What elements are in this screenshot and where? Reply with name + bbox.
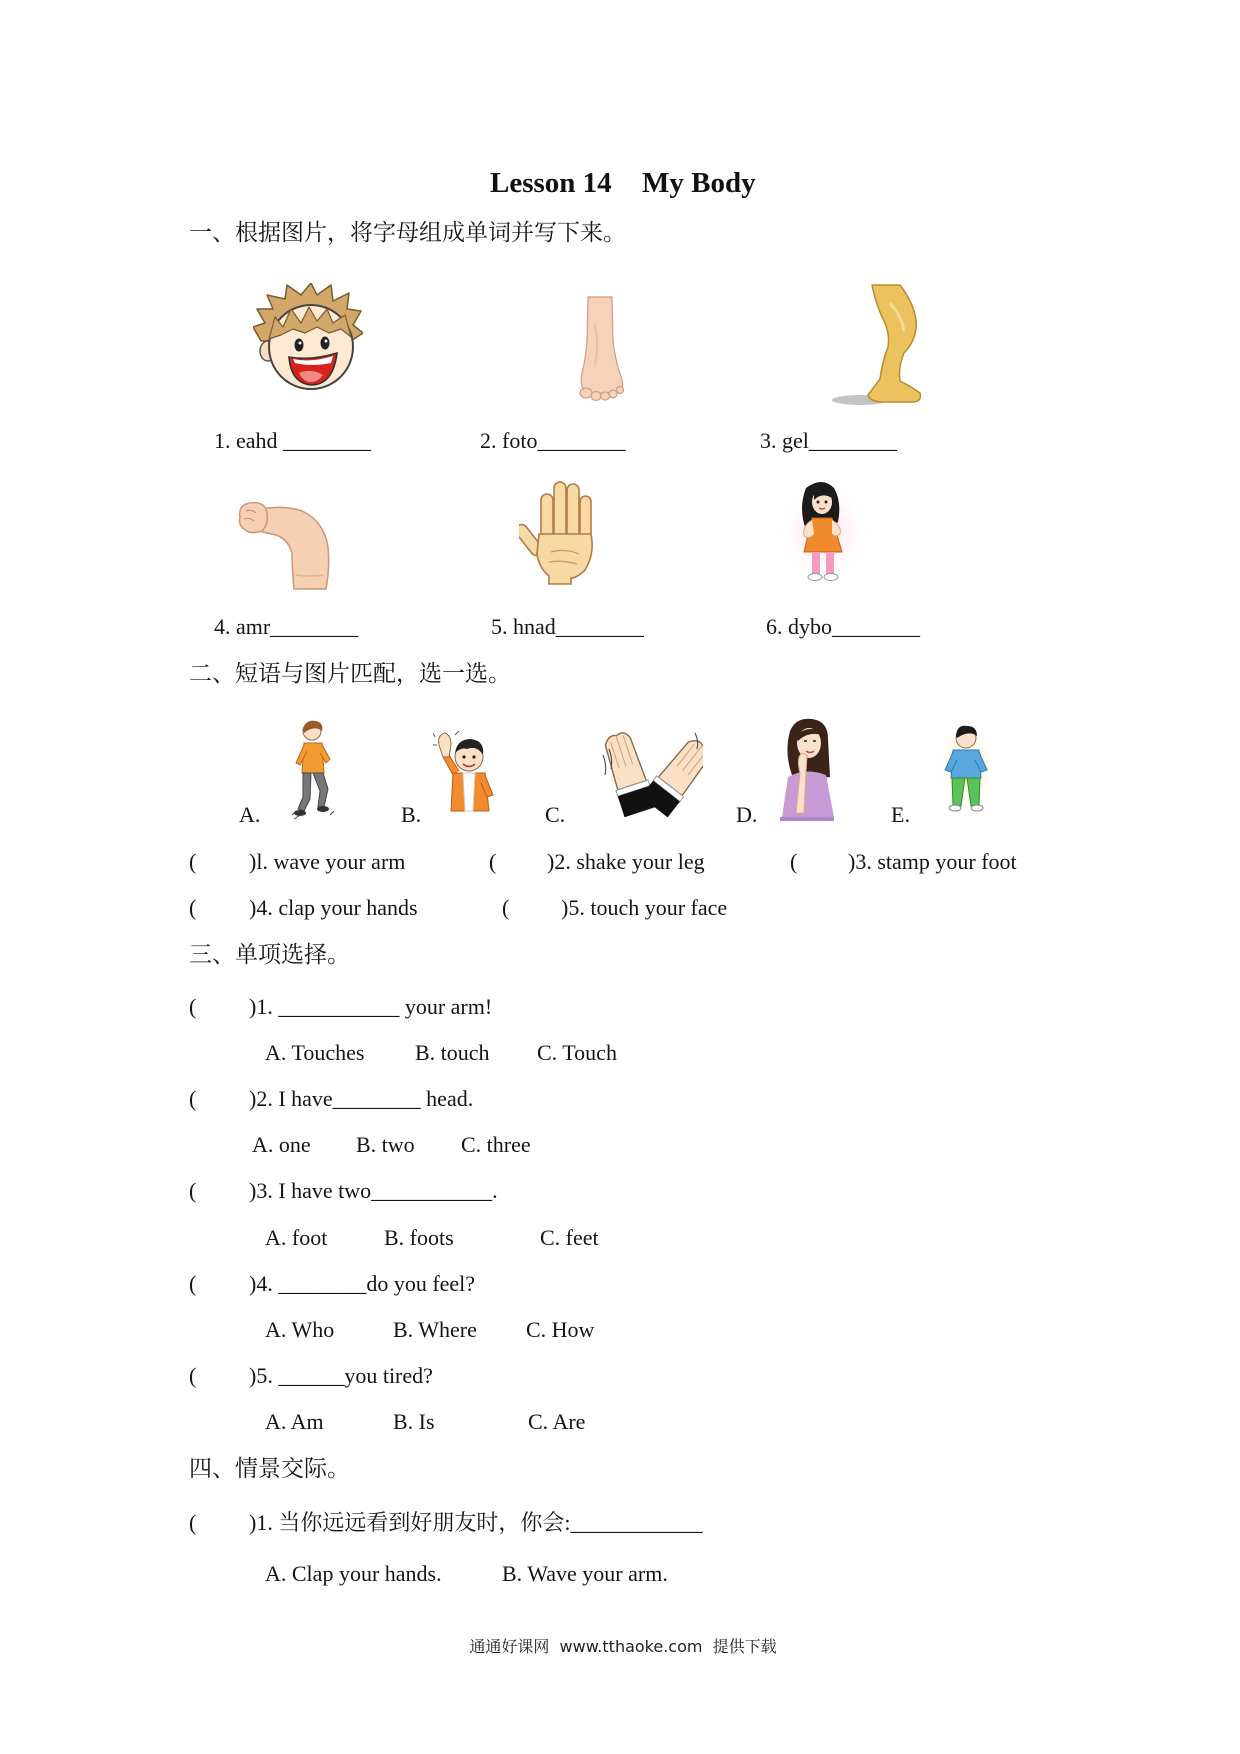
match-question-5: )5. touch your face: [561, 895, 728, 920]
boy-shaking-leg-icon: [933, 722, 1000, 815]
choice-option: A. one: [252, 1132, 311, 1157]
choice-question-1: )1. ___________ your arm!: [249, 994, 493, 1019]
girl-body-icon: [776, 478, 871, 587]
section-3-heading: 三、单项选择。: [189, 942, 350, 967]
leg-icon: [826, 283, 922, 407]
match-question-4: )4. clap your hands: [249, 895, 418, 920]
choice-option: B. Is: [393, 1409, 435, 1434]
match-question-2: )2. shake your leg: [547, 849, 705, 874]
section-1-heading: 一、根据图片，将字母组成单词并写下来。: [189, 220, 626, 245]
picture-letter-c: C.: [545, 802, 566, 827]
picture-letter-e: E.: [891, 802, 910, 827]
answer-bracket: (: [189, 1178, 197, 1203]
word-item-3: 3. gel________: [760, 428, 897, 453]
foot-icon: [573, 295, 630, 402]
situation-question-1: )1. 当你远远看到好朋友时，你会:____________: [249, 1510, 703, 1535]
page-footer: 通通好课网 www.tthaoke.com 提供下载: [469, 1637, 777, 1656]
answer-bracket: (: [189, 849, 197, 874]
waving-boy-icon: [433, 731, 500, 815]
choice-option: B. two: [356, 1132, 415, 1157]
answer-bracket: (: [189, 994, 197, 1019]
choice-option: A. Touches: [265, 1040, 365, 1065]
lesson-number: Lesson 14: [490, 167, 612, 199]
arm-icon: [236, 495, 332, 592]
situation-option: B. Wave your arm.: [502, 1561, 668, 1586]
word-item-6: 6. dybo________: [766, 614, 920, 639]
word-item-5: 5. hnad________: [491, 614, 644, 639]
match-question-3: )3. stamp your foot: [848, 849, 1017, 874]
match-question-1: )l. wave your arm: [249, 849, 406, 874]
picture-letter-b: B.: [401, 802, 422, 827]
head-icon: [253, 283, 363, 393]
choice-question-2: )2. I have________ head.: [249, 1086, 474, 1111]
choice-question-4: )4. ________do you feel?: [249, 1271, 476, 1296]
answer-bracket: (: [790, 849, 798, 874]
answer-bracket: (: [189, 1086, 197, 1111]
choice-option: B. touch: [415, 1040, 490, 1065]
choice-option: C. Are: [528, 1409, 586, 1434]
clapping-hands-icon: [601, 725, 703, 821]
woman-touching-face-icon: [776, 717, 837, 821]
section-2-heading: 二、短语与图片匹配，选一选。: [189, 661, 511, 686]
hand-icon: [519, 478, 607, 585]
choice-option: C. three: [461, 1132, 531, 1157]
choice-option: B. Where: [393, 1317, 477, 1342]
answer-bracket: (: [489, 849, 497, 874]
choice-option: C. How: [526, 1317, 595, 1342]
answer-bracket: (: [189, 1363, 197, 1388]
word-item-4: 4. amr________: [214, 614, 359, 639]
picture-letter-a: A.: [239, 802, 261, 827]
choice-question-5: )5. ______you tired?: [249, 1363, 433, 1388]
answer-bracket: (: [502, 895, 510, 920]
choice-option: B. foots: [384, 1225, 454, 1250]
choice-option: A. Am: [265, 1409, 324, 1434]
word-item-2: 2. foto________: [480, 428, 626, 453]
answer-bracket: (: [189, 895, 197, 920]
answer-bracket: (: [189, 1271, 197, 1296]
choice-option: C. Touch: [537, 1040, 617, 1065]
stamping-boy-icon: [290, 719, 337, 821]
section-4-heading: 四、情景交际。: [189, 1456, 350, 1481]
lesson-name: My Body: [642, 167, 756, 199]
choice-question-3: )3. I have two___________.: [249, 1178, 498, 1203]
answer-bracket: (: [189, 1510, 197, 1535]
word-item-1: 1. eahd ________: [214, 428, 372, 453]
choice-option: A. foot: [265, 1225, 328, 1250]
choice-option: A. Who: [265, 1317, 335, 1342]
situation-option: A. Clap your hands.: [265, 1561, 442, 1586]
picture-letter-d: D.: [736, 802, 758, 827]
choice-option: C. feet: [540, 1225, 599, 1250]
